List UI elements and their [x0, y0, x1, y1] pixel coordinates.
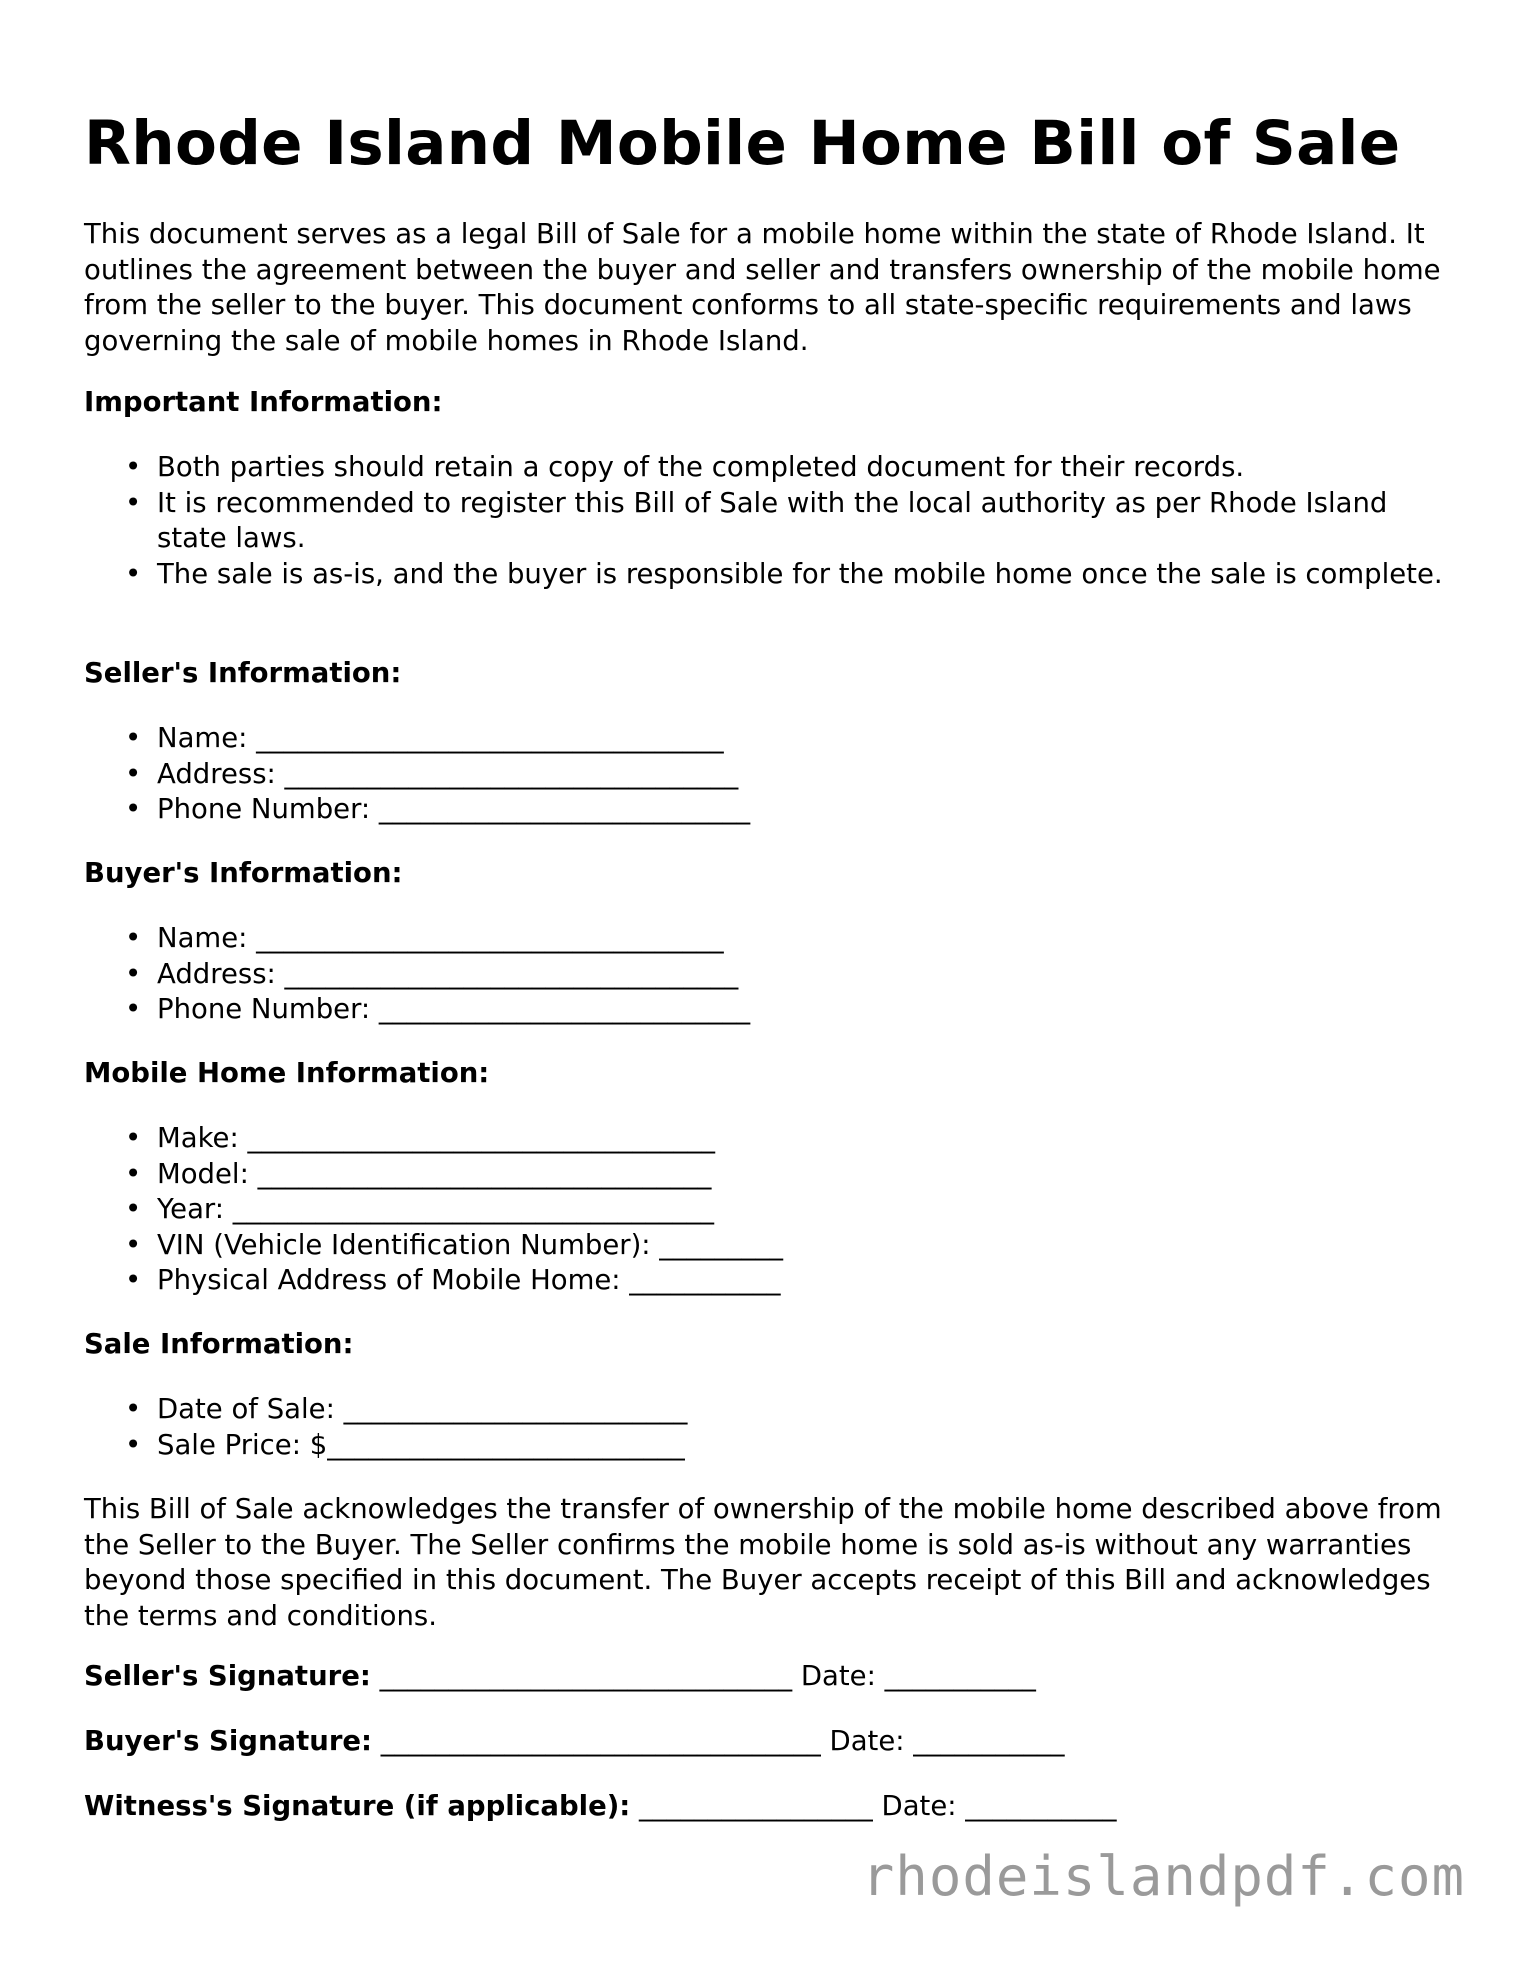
sale-heading: Sale Information:: [84, 1328, 354, 1360]
physical-address-field[interactable]: • Physical Address of Mobile Home: ___________: [84, 1263, 1444, 1299]
seller-list: [84, 721, 1444, 828]
list-item: • Both parties should retain a copy of the completed document for their records.: [84, 450, 1444, 486]
sale-list: [84, 1392, 1444, 1463]
buyer-address-field[interactable]: • Address: _________________________________: [84, 957, 1444, 993]
model-field[interactable]: • Model: _________________________________: [84, 1157, 1444, 1193]
mobile-home-heading: Mobile Home Information:: [84, 1057, 490, 1089]
witness-signature-line[interactable]: [84, 1788, 1117, 1824]
buyer-heading: Buyer's Information:: [84, 857, 403, 889]
sale-price-field[interactable]: • Sale Price: $__________________________: [84, 1428, 1444, 1464]
important-heading: Important Information:: [84, 386, 443, 418]
buyer-signature-blank[interactable]: ________________________________ Date: ___________: [372, 1725, 1065, 1757]
seller-address-field[interactable]: • Address: _________________________________: [84, 757, 1444, 793]
seller-signature-line[interactable]: [84, 1658, 1036, 1694]
make-field[interactable]: • Make: __________________________________: [84, 1121, 1444, 1157]
buyer-phone-field[interactable]: • Phone Number: ___________________________: [84, 992, 1444, 1028]
seller-heading: Seller's Information:: [84, 657, 402, 689]
watermark: rhodeislandpdf.com: [861, 1845, 1465, 1908]
buyer-signature-label: Buyer's Signature:: [84, 1725, 373, 1757]
seller-signature-blank[interactable]: ______________________________ Date: ___________: [370, 1660, 1036, 1692]
closing-paragraph: This Bill of Sale acknowledges the transfer of ownership of the mobile home described above from the Seller to the Buyer. The Seller confirms the mobile home is sold as-is without any warranties beyond those specified in this document. The Buyer accepts receipt of this Bill and acknowledges the terms and conditions.: [84, 1493, 1442, 1632]
seller-signature-label: Seller's Signature:: [84, 1660, 371, 1692]
mobile-home-list: [84, 1121, 1444, 1299]
buyer-name-field[interactable]: • Name: __________________________________: [84, 921, 1444, 957]
vin-field[interactable]: • VIN (Vehicle Identification Number): _________: [84, 1228, 1444, 1264]
witness-signature-label: Witness's Signature (if applicable):: [84, 1790, 631, 1822]
seller-phone-field[interactable]: • Phone Number: ___________________________: [84, 792, 1444, 828]
seller-name-field[interactable]: • Name: __________________________________: [84, 721, 1444, 757]
buyer-signature-line[interactable]: [84, 1723, 1065, 1759]
document-title: Rhode Island Mobile Home Bill of Sale: [84, 108, 1401, 179]
witness-signature-blank[interactable]: _________________ Date: ___________: [630, 1790, 1117, 1822]
important-list: [84, 450, 1444, 592]
list-item: • The sale is as-is, and the buyer is responsible for the mobile home once the sale is complete.: [84, 557, 1444, 593]
list-item: • It is recommended to register this Bill of Sale with the local authority as per Rhode Island state laws.: [84, 486, 1444, 557]
buyer-list: [84, 921, 1444, 1028]
intro-paragraph: This document serves as a legal Bill of Sale for a mobile home within the state of Rhode Island. It outlines the agreement between the buyer and seller and transfers ownership of the mobile home from the seller to the buyer. This document conforms to all state-specific requirements and laws governing the sale of mobile homes in Rhode Island.: [84, 218, 1441, 357]
year-field[interactable]: • Year: ___________________________________: [84, 1192, 1444, 1228]
date-of-sale-field[interactable]: • Date of Sale: _________________________: [84, 1392, 1444, 1428]
